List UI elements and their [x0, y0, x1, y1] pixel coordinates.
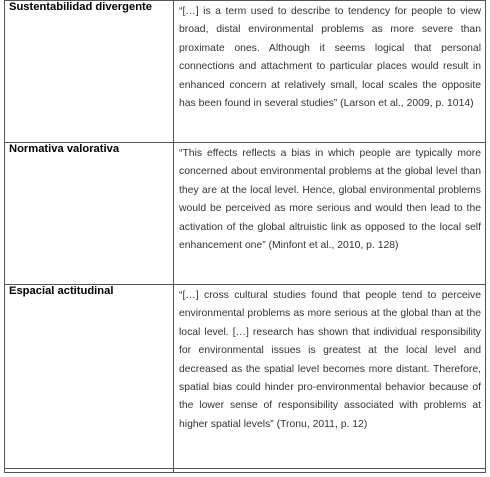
quote-text: “This effects reflects a bias in which people are typically more concerned about environmental problems at the global level than they are at the local level. Hence, global environmental problems would be perceived as more serious and would then lead to the activation of the global altruistic link as opposed to the local self enhancement one” (Minfont et al., 2010, p. 128)	[179, 148, 481, 252]
term-cell: Sustentabilidad divergente	[5, 1, 174, 143]
table-row	[5, 285, 486, 469]
term-cell: Normativa valorativa	[5, 143, 174, 285]
empty-row	[5, 469, 486, 473]
table-row	[5, 1, 486, 143]
empty-quote-cell	[174, 469, 486, 473]
term-cell: Espacial actitudinal	[5, 285, 174, 469]
quote-text: “[…] is a term used to describe to tendency for people to view broad, distal environmental problems as more severe than proximate ones. Although it seems logical that personal connections and attachment to particular places would result in enhanced concern at relatively small, local scales the opposite has been found in several studies” (Larson et al., 2009, p. 1014)	[179, 6, 481, 110]
empty-term-cell	[5, 469, 174, 473]
quote-cell	[174, 143, 486, 285]
definitions-table	[4, 0, 486, 473]
quote-text: “[…] cross cultural studies found that people tend to perceive environmental problems as more serious at the global than at the local level. […] research has shown that individual responsibility for environmental issues is greatest at the local level and decreased as the spatial level becomes more distant. Therefore, spatial bias could hinder pro-environmental behavior because of the lower sense of responsibility associated with problems at higher spatial levels” (Tronu, 2011, p. 12)	[179, 290, 481, 430]
quote-cell	[174, 285, 486, 469]
table-row	[5, 143, 486, 285]
quote-cell	[174, 1, 486, 143]
